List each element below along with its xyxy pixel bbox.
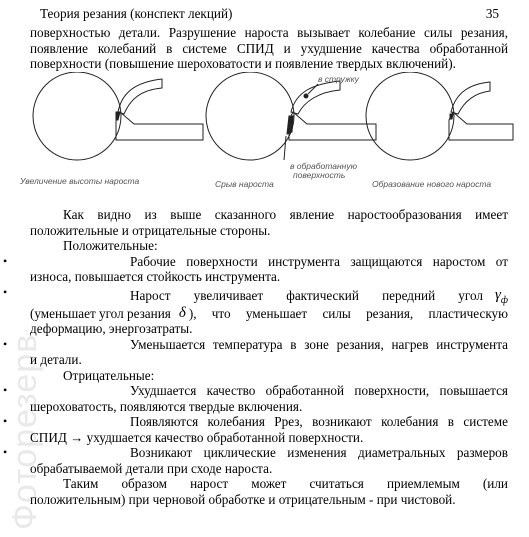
text-line: появление колебаний в системе СПИД и ухудшение качества обработанной <box>30 40 508 56</box>
text-line: СПИД → ухудшается качество обработанной поверхности. <box>30 429 364 445</box>
broken-fragment <box>287 116 293 134</box>
page-number: 35 <box>485 6 499 21</box>
rake-angle-symbol: $\gamma_ф$ <box>494 286 508 306</box>
bullet-item <box>3 445 508 476</box>
figure-panel-edge-breakoff <box>206 72 376 189</box>
figure-panel-new-edge <box>366 72 513 189</box>
leader-line <box>284 136 286 160</box>
bullet-marker: • <box>3 445 8 459</box>
text-span: (уменьшает угол резания <box>30 305 171 321</box>
text-line: износа, повышается стойкость инструмента. <box>30 269 281 284</box>
section-heading-positive: Положительные: <box>63 238 158 253</box>
text-line: деформацию, энергозатраты. <box>30 321 193 336</box>
bullet-marker: • <box>3 336 8 351</box>
workpiece-circle <box>33 72 121 160</box>
text-line <box>30 285 508 306</box>
text-line <box>30 306 508 322</box>
text-span: ), что уменьшает силы резания, пластическую <box>188 305 508 321</box>
built-up-edge <box>450 114 453 119</box>
text-line: шероховатость, появляются твердые включения. <box>30 398 303 414</box>
page-header <box>40 6 499 22</box>
cutting-tool <box>289 112 376 140</box>
cutting-tool <box>116 112 203 140</box>
text-line: положительные и отрицательные стороны. <box>30 222 271 238</box>
watermark: Фоторезерв <box>6 333 44 530</box>
text-line: Ухудшается качество обработанной поверхности, повышается <box>130 383 508 398</box>
label-into-chip: в стружку <box>318 74 359 84</box>
bullet-item <box>3 336 508 368</box>
workpiece-circle <box>366 72 454 160</box>
bullet-item <box>3 383 508 414</box>
cutting-angle-symbol: δ <box>178 304 186 321</box>
chip-fragment <box>304 94 308 98</box>
text-line: Таким образом нарост может считаться приемлемым (или <box>63 476 508 491</box>
text-line: поверхностью детали. Разрушение нароста вызывает колебание силы резания, <box>30 25 508 40</box>
bullet-marker: • <box>3 253 8 268</box>
text-line: Уменьшается температура в зоне резания, нагрев инструмента <box>130 336 508 352</box>
text-line: положительным) при черновой обработке и отрицательным - при чистовой. <box>30 491 456 507</box>
caption: Увеличение высоты нароста <box>20 176 140 186</box>
text-line: Возникают циклические изменения диаметральных размеров <box>130 445 508 460</box>
chip <box>451 82 490 114</box>
text-line: Рабочие поверхности инструмента защищаются наростом от <box>130 253 508 269</box>
bullet-marker: • <box>3 383 8 397</box>
bullet-item <box>3 253 508 285</box>
bullet-marker: • <box>3 284 8 299</box>
label-into-surface: в обработанную <box>290 161 357 171</box>
text-line: обрабатываемой детали при сходе нароста. <box>30 460 273 476</box>
caption: Срыв нароста <box>215 179 274 189</box>
header-title: Теория резания (конспект лекций) <box>40 6 233 21</box>
text-line: поверхности (повышение шероховатости и появление твердых включений). <box>30 56 456 71</box>
label-into-surface: поверхность <box>293 170 346 180</box>
built-up-edge-figure <box>0 72 529 197</box>
built-up-edge <box>116 112 120 120</box>
bullet-item <box>3 414 508 445</box>
chip <box>118 79 162 114</box>
figure-panel-height-increase <box>19 72 203 186</box>
text-span: Нарост увеличивает фактический передний угол <box>130 287 483 303</box>
bullet-marker: • <box>3 414 8 428</box>
text-line: Появляются колебания Ррез, возникают колебания в системе <box>130 414 508 429</box>
workpiece-circle <box>206 72 294 160</box>
bullet-item <box>3 284 508 337</box>
cutting-tool <box>449 112 513 140</box>
intro-paragraph <box>30 25 508 72</box>
text-line: и детали. <box>30 352 82 367</box>
text-line: Как видно из выше сказанного явление наростообразования имеет <box>63 207 508 222</box>
section-heading-negative: Отрицательные: <box>63 367 155 383</box>
caption: Образование нового нароста <box>372 179 492 189</box>
